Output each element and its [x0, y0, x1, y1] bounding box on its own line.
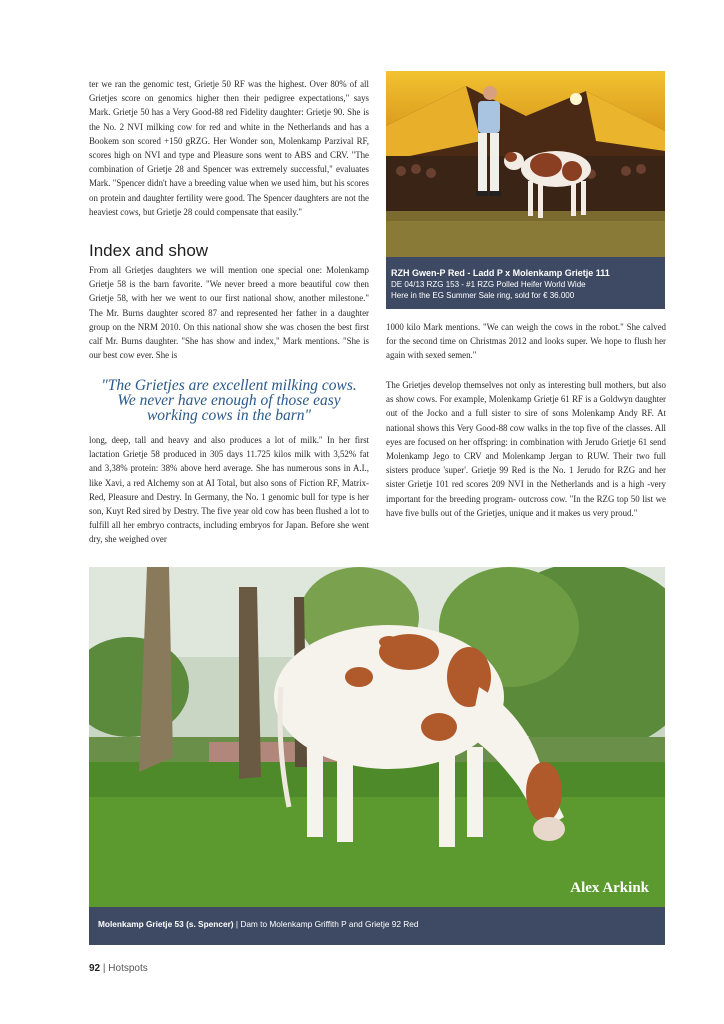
footer-separator: |	[100, 963, 109, 974]
photo-caption	[89, 907, 665, 945]
caption-line	[98, 919, 419, 929]
caption-title: Molenkamp Grietje 53 (s. Spencer)	[98, 919, 234, 929]
article-paragraph	[386, 320, 666, 363]
paragraph-text: long, deep, tall and heavy and also produces a lot of milk." In her first lactation Grietje 58 produced in 305 days 11.725 kilos milk with 3,52% fat and 3,38% protein: 38% above herd average. She has numerous sons in A.I., like Xavi, a red Alchemy son at AI Total, but also sons of Fiction RF, Matrix-Red, Pleasure and Destry. In Germany, the No. 1 genomic bull for type is her son, Kuyt Red sired by Destry. The five year old cow has been flushed a lot to fulfill all her embryo contracts, including embryos for Japan. Before she went dry, she weighed over	[89, 435, 369, 545]
pull-quote-line: "The Grietjes are excellent milking cows.	[101, 377, 357, 394]
paragraph-text: ter we ran the genomic test, Grietje 50 RF was the highest. Over 80% of all Grietjes score on genomics higher then their pedigree expectations," says Mark. Grietje 50 has a Very Good-88 red Fidelity daughter: Grietje 90. She is the No. 2 NVI milking cow for red and white in the Netherlands and has a Bookem son scored +150 gRZG. Her Wonder son, Molenkamp Parzival RF, scores high on NVI and type and Pleasure sons went to ABS and CRV. "The combination of Grietje 28 and Spencer was extremely successful," evaluates Mark. "Spencer didn't have a breeding value when we used him, but his scores on protein and daughter fertility were good. The Spencer daughters are not the heaviest cows, but Grietje 28 could compensate that easily."	[89, 79, 369, 217]
show-ring-photo	[386, 71, 665, 257]
section-name: Hotspots	[108, 963, 148, 974]
article-paragraph	[89, 77, 369, 219]
paragraph-text: 1000 kilo Mark mentions. "We can weigh the cows in the robot." She calved for the second time on Christmas 2012 and looks super. We hope to flush her again with sexed semen."	[386, 322, 666, 361]
paragraph-text: From all Grietjes daughters we will mention one special one: Molenkamp Grietje 58 is the barn favorite. "We never breed a more beautiful cow then Grietje 58, with her we went to our first national show, another milestone." The Mr. Burns daughter scored 87 and represented her father in a daughter group on the NRM 2010. On this national show she was chosen the best first calf Mr. Burns daughter. "She has show and index," Mark mentions. "She is our best cow ever. She is	[89, 265, 369, 361]
caption-line: DE 04/13 RZG 153 - #1 RZG Polled Heifer World Wide	[391, 280, 586, 289]
grazing-cow-photo	[89, 567, 665, 907]
caption-title: RZH Gwen-P Red - Ladd P x Molenkamp Grietje 111	[391, 268, 610, 278]
page-number: 92	[89, 963, 101, 974]
article-paragraph	[89, 433, 369, 547]
section-heading: Index and show	[89, 241, 209, 260]
caption-text: | Dam to Molenkamp Griffith P and Grietje 92 Red	[233, 919, 419, 929]
article-paragraph	[89, 263, 369, 362]
pull-quote	[89, 378, 369, 423]
caption-line: Here in the EG Summer Sale ring, sold for € 36.000	[391, 291, 575, 300]
article-paragraph	[386, 378, 666, 520]
pull-quote-line: working cows in the barn"	[146, 407, 312, 424]
page-footer	[89, 963, 148, 974]
photo-caption	[386, 257, 665, 309]
photo-credit: Alex Arkink	[570, 880, 649, 896]
pull-quote-line: We never have enough of those easy	[117, 392, 341, 409]
paragraph-text: The Grietjes develop themselves not only as interesting bull mothers, but also as show cows. For example, Molenkamp Grietje 61 RF is a Goldwyn daughter out of the Jocko and a full sister to sire of sons Molenkamp Andy RF. At national shows this Very Good-88 cow walks in the top five of the classes. All eyes are focused on her offspring: in combination with Jerudo Grietje 61 send Molenkamp Jego to CRV and Molenkamp Jergan to RUW. Their two full sisters produce 'super'. Grietje 99 Red is the No. 1 Jerudo for RZG and her sister Grietje 101 red scores 209 NVI in the Netherlands and is a high -very important for the breeding program- outcross cow. "In the RZG top 50 list we have five bulls out of the Grietjes, unique and it makes us very proud."	[386, 380, 666, 518]
